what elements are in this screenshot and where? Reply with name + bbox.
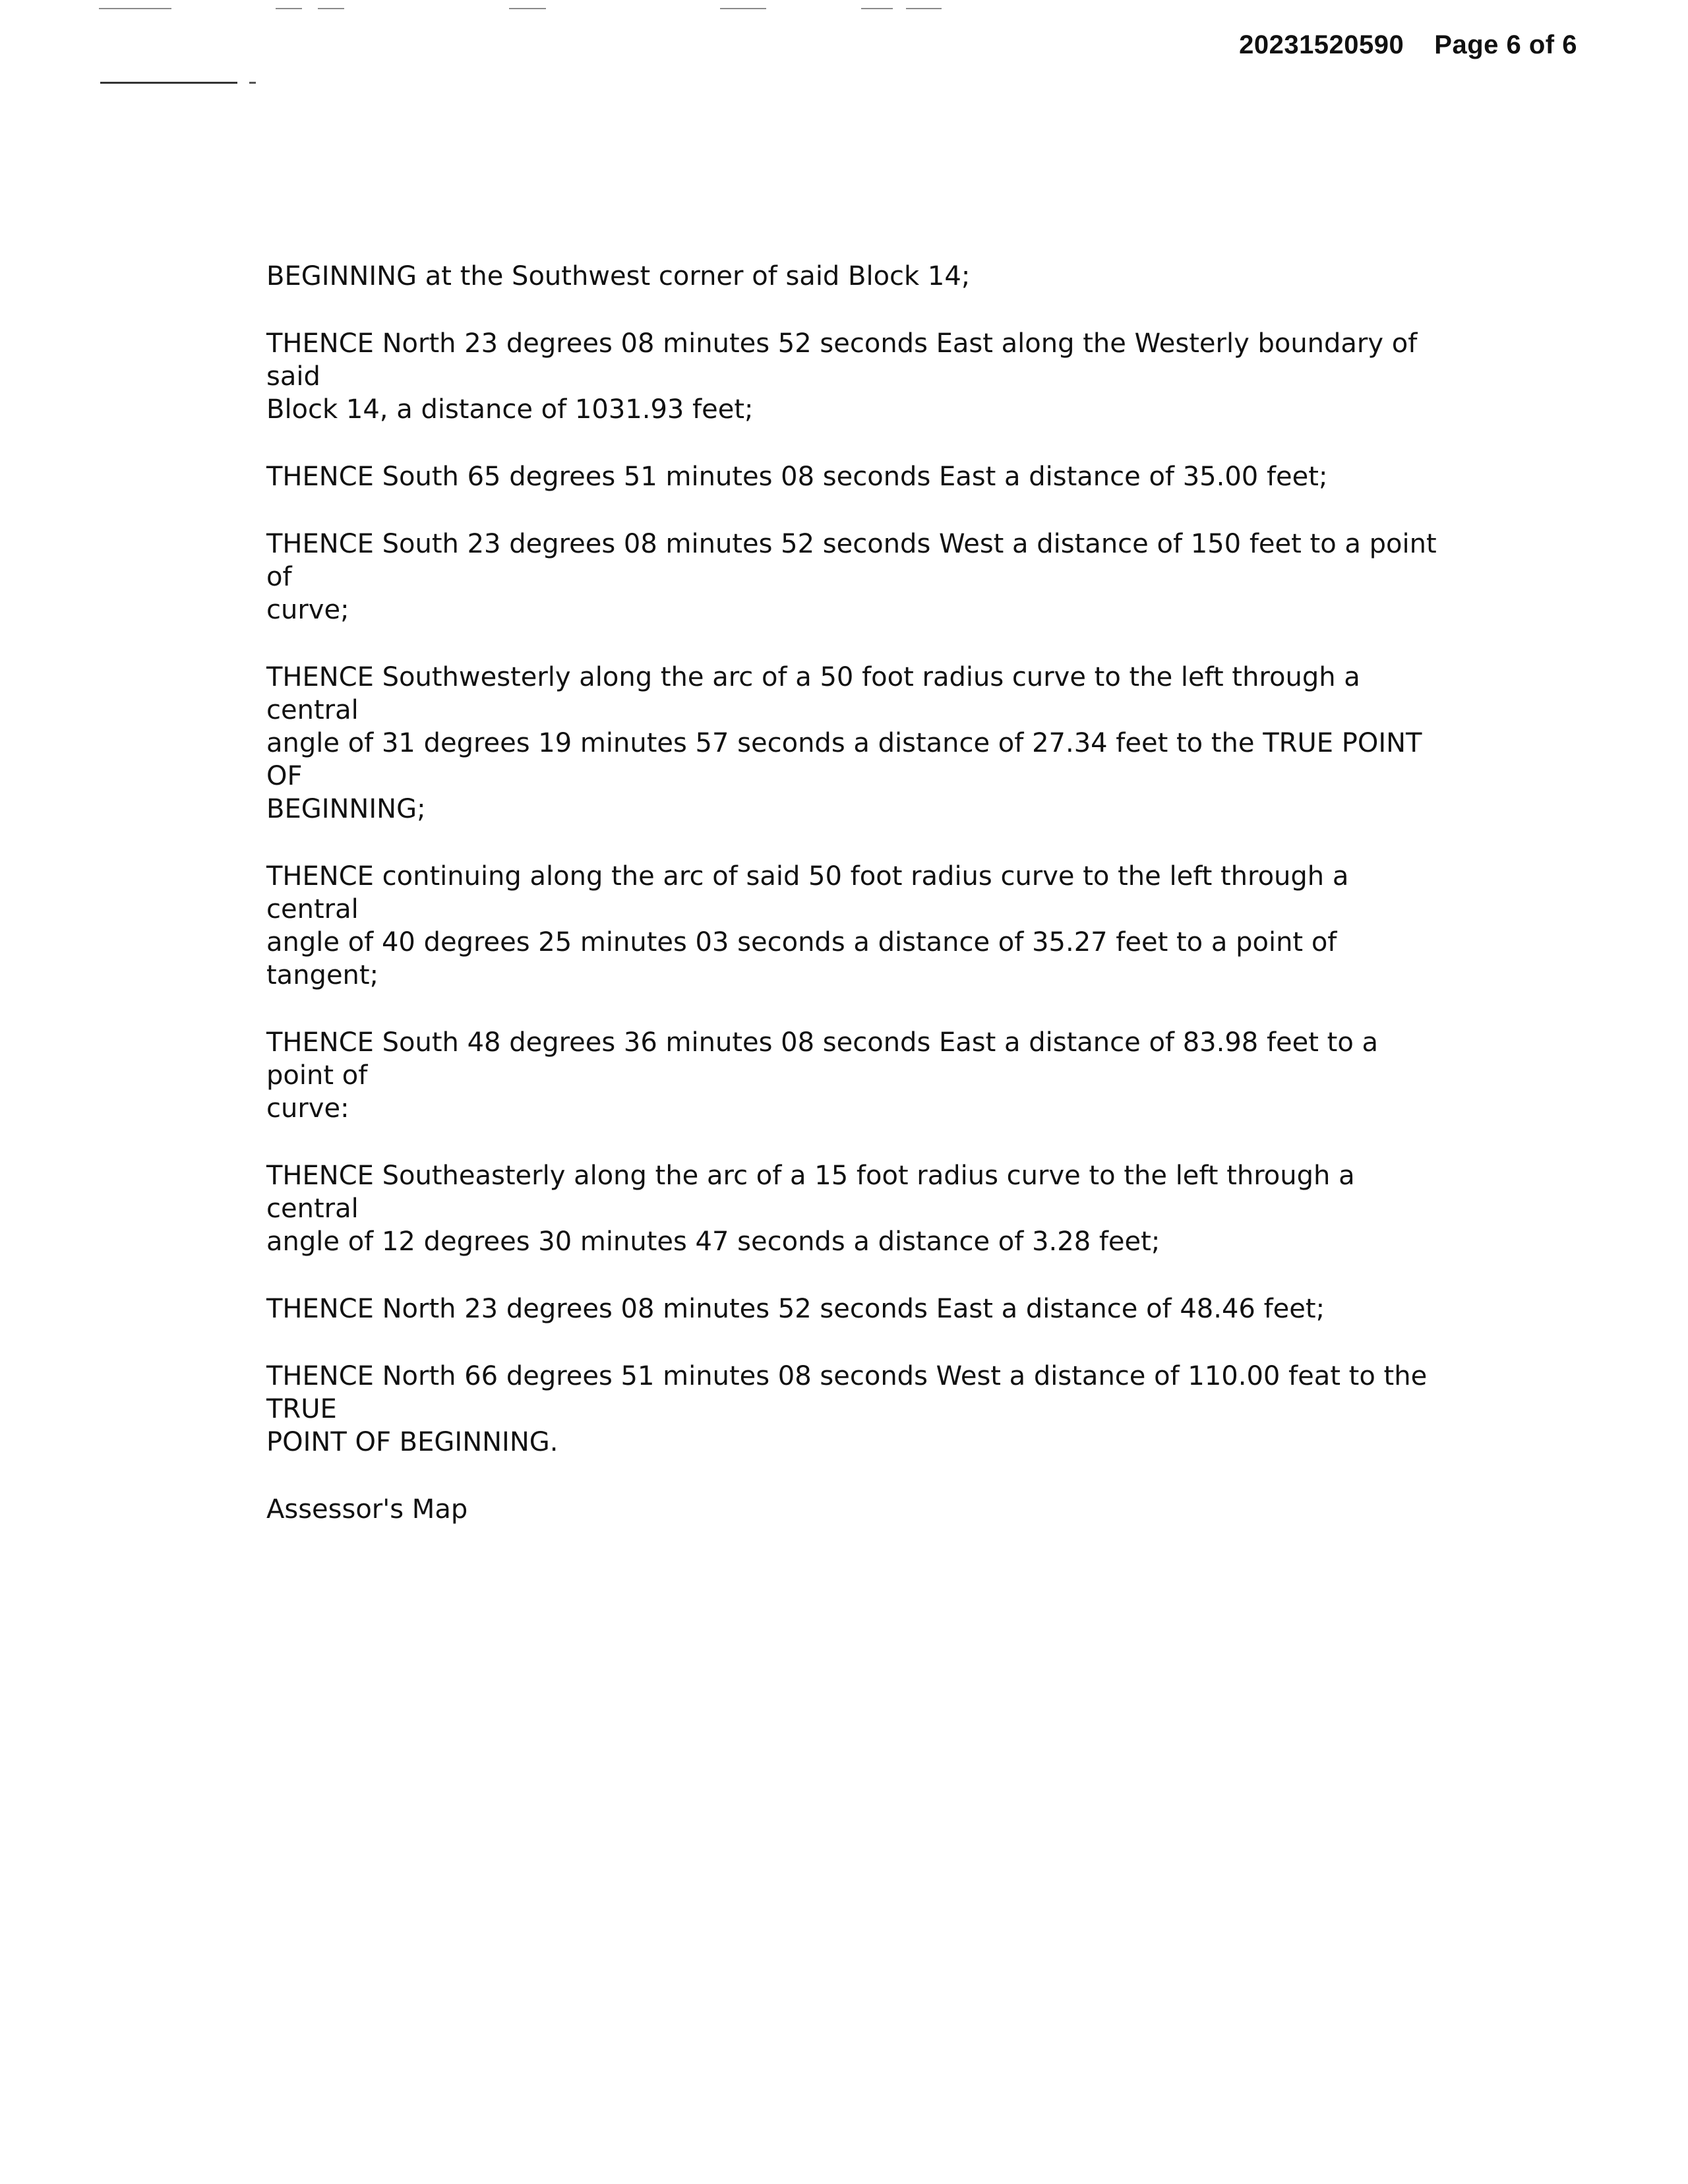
scan-artifact-mark (861, 8, 893, 9)
scan-artifact-mark (318, 8, 344, 9)
page-number: Page 6 of 6 (1434, 30, 1577, 59)
page-header (1239, 30, 1577, 60)
header-rule-mark (249, 82, 256, 84)
paragraph-course-8: THENCE North 23 degrees 08 minutes 52 seconds East a distance of 48.46 feet; (266, 1294, 1325, 1324)
document-number: 20231520590 (1239, 30, 1404, 59)
paragraph-course-3: THENCE South 23 degrees 08 minutes 52 seconds West a distance of 150 feet to a point of curve; (266, 529, 1437, 625)
legal-description (266, 260, 1440, 1526)
assessors-map-label: Assessor's Map (266, 1494, 468, 1525)
paragraph-course-1: THENCE North 23 degrees 08 minutes 52 seconds East along the Westerly boundary of said Block 14, a distance of 1031.93 feet; (266, 328, 1418, 425)
scan-artifact-mark (99, 8, 171, 9)
paragraph-course-4: THENCE Southwesterly along the arc of a 50 foot radius curve to the left through a central angle of 31 degrees 19 minutes 57 seconds a distance of 27.34 feet to the TRUE POINT OF BEGINNING; (266, 662, 1422, 824)
header-rule (100, 82, 237, 84)
scan-artifact-mark (720, 8, 766, 9)
paragraph-course-6: THENCE South 48 degrees 36 minutes 08 seconds East a distance of 83.98 feet to a point of curve: (266, 1027, 1379, 1124)
paragraph-course-2: THENCE South 65 degrees 51 minutes 08 seconds East a distance of 35.00 feet; (266, 462, 1328, 492)
scan-artifact-mark (509, 8, 546, 9)
scan-artifact-mark (906, 8, 942, 9)
paragraph-course-7: THENCE Southeasterly along the arc of a 15 foot radius curve to the left through a central angle of 12 degrees 30 minutes 47 seconds a distance of 3.28 feet; (266, 1161, 1355, 1257)
scan-artifact-mark (276, 8, 302, 9)
paragraph-beginning: BEGINNING at the Southwest corner of said Block 14; (266, 261, 971, 291)
paragraph-course-5: THENCE continuing along the arc of said 50 foot radius curve to the left through a central angle of 40 degrees 25 minutes 03 seconds a distance of 35.27 feet to a point of tangent; (266, 861, 1349, 990)
paragraph-course-9: THENCE North 66 degrees 51 minutes 08 seconds West a distance of 110.00 feat to the TRUE POINT OF BEGINNING. (266, 1361, 1428, 1457)
